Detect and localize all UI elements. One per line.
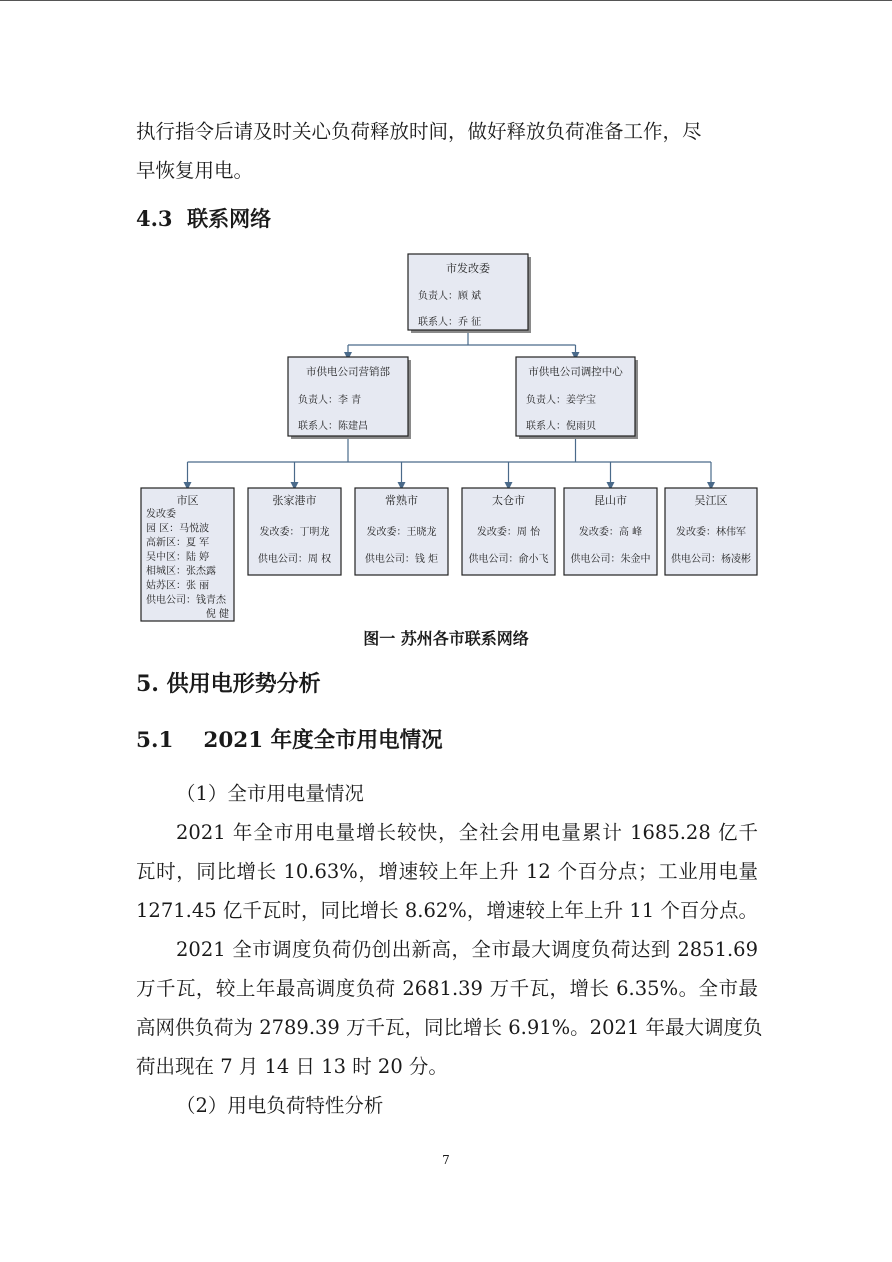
node-contact: 发改委：高 峰 xyxy=(578,527,643,538)
node-contact: 供电公司：杨凌彬 xyxy=(671,554,751,565)
node-contact: 联系人：乔 征 xyxy=(418,317,482,328)
subheading-2: （2）用电负荷特性分析 xyxy=(176,1094,384,1117)
subheading-1: （1）全市用电量情况 xyxy=(176,782,364,805)
para1-line-2: 瓦时，同比增长 10.63%，增速较上年上升 12 个百分点；工业用电量 xyxy=(136,860,758,883)
node-title: 张家港市 xyxy=(272,494,317,507)
node-title: 常熟市 xyxy=(385,494,418,507)
para2-line-1: 2021 全市调度负荷仍创出新高，全市最大调度负荷达到 2851.69 xyxy=(176,938,758,961)
node-title: 市发改委 xyxy=(446,262,490,275)
para2-line-2: 万千瓦，较上年最高调度负荷 2681.39 万千瓦，增长 6.35%。全市最 xyxy=(136,977,758,1000)
node-power-dept-2 xyxy=(516,357,638,439)
node-contact: 联系人：陈建昌 xyxy=(298,421,368,432)
section-5-1-heading xyxy=(136,723,443,754)
page-number: 7 xyxy=(442,1153,450,1167)
node-contact: 发改委：林伟军 xyxy=(676,527,746,538)
section-number: 5.1 xyxy=(136,728,174,753)
node-contact: 姑苏区：张 丽 xyxy=(146,580,210,592)
section-title: 供用电形势分析 xyxy=(166,671,321,697)
node-title: 市区 xyxy=(176,494,199,507)
node-title: 吴江区 xyxy=(694,494,728,507)
node-contact: 负责人：李 青 xyxy=(298,395,362,406)
section-5-heading xyxy=(136,667,321,698)
node-contact: 发改委：王晓龙 xyxy=(366,527,437,538)
node-contact: 发改委：丁明龙 xyxy=(259,527,330,538)
para2-line-4: 荷出现在 7 月 14 日 13 时 20 分。 xyxy=(136,1055,448,1078)
node-contact: 联系人：倪雨贝 xyxy=(526,421,596,432)
node-district-4 xyxy=(462,488,555,575)
node-contact: 供电公司：朱金中 xyxy=(570,554,651,565)
node-contact: 供电公司：钱 炬 xyxy=(364,554,439,565)
node-contact: 负责人：姜学宝 xyxy=(526,395,596,406)
node-title: 太仓市 xyxy=(492,494,525,507)
node-district-5 xyxy=(564,488,657,575)
node-contact: 供电公司：周 权 xyxy=(257,554,332,565)
node-contact: 吴中区：陆 婷 xyxy=(146,551,210,563)
node-contact: 发改委：周 怡 xyxy=(476,527,541,538)
section-number: 5. xyxy=(136,671,159,697)
node-district-3 xyxy=(355,488,448,575)
intro-line-1: 执行指令后请及时关心负荷释放时间，做好释放负荷准备工作，尽 xyxy=(136,120,702,143)
node-contact: 高新区：夏 军 xyxy=(146,537,210,549)
para1-line-1: 2021 年全市用电量增长较快，全社会用电量累计 1685.28 亿千 xyxy=(176,821,758,844)
para1-line-3: 1271.45 亿千瓦时，同比增长 8.62%，增速较上年上升 11 个百分点。 xyxy=(136,899,758,922)
node-district-1 xyxy=(141,488,234,621)
para2-line-3: 高网供负荷为 2789.39 万千瓦，同比增长 6.91%。2021 年最大调度负 xyxy=(136,1016,763,1039)
node-district-6 xyxy=(665,488,757,575)
node-contact: 相城区：张杰露 xyxy=(146,566,216,578)
node-title: 市供电公司营销部 xyxy=(306,366,390,378)
node-contact: 园 区：马悦波 xyxy=(146,523,210,535)
node-title: 昆山市 xyxy=(594,494,627,507)
diagram-caption: 图一 苏州各市联系网络 xyxy=(363,629,529,648)
node-contact: 发改委 xyxy=(146,509,176,520)
node-contact: 负责人：顾 斌 xyxy=(418,291,482,302)
node-city-ndrc xyxy=(408,254,531,333)
node-contact: 倪 健 xyxy=(205,609,229,621)
node-power-dept-1 xyxy=(288,357,411,439)
intro-line-2: 早恢复用电。 xyxy=(136,159,254,182)
section-title: 2021 年度全市用电情况 xyxy=(203,728,443,753)
node-district-2 xyxy=(248,488,341,575)
node-contact: 供电公司：钱青杰 xyxy=(146,594,226,606)
section-title: 联系网络 xyxy=(187,206,272,231)
section-number: 4.3 xyxy=(136,206,173,231)
node-contact: 供电公司：俞小飞 xyxy=(468,554,549,565)
node-title: 市供电公司调控中心 xyxy=(528,366,623,378)
